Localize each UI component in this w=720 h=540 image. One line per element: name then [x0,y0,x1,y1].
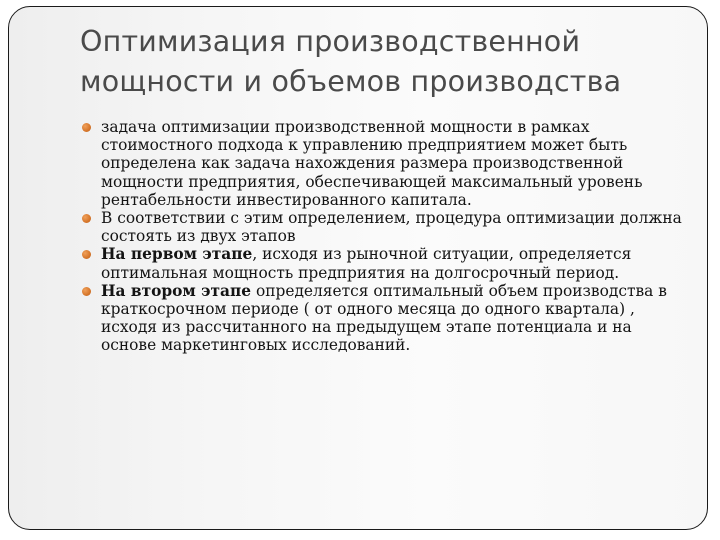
bullet-bold-lead: На первом этапе [101,245,253,264]
bullet-bold-lead: На втором этапе [101,281,252,300]
bullet-list [82,118,682,355]
bullet-item-second-stage [82,282,682,355]
bullet-text: , исходя из рыночной ситуации, определяется оптимальная мощность предприятия на долгосрочный период. [101,245,632,282]
bullet-dot-icon [82,123,91,132]
bullet-item-procedure [82,209,682,245]
bullet-item-first-stage [82,245,682,281]
bullet-dot-icon [82,214,91,223]
bullet-dot-icon [82,250,91,259]
title-line-1: Оптимизация производственной [80,25,581,58]
bullet-text: задача оптимизации производственной мощности в рамках стоимостного подхода к управлению предприятием может быть определена как задача нахождения размера производственной мощности предприятия, обеспечивающей максимальный уровень рентабельности инвестированного капитала. [101,118,643,209]
title-line-2: мощности и объемов производства [80,65,622,98]
bullet-item-task [82,118,682,209]
bullet-text: В соответствии с этим определением, процедура оптимизации должна состоять из двух этапов [101,209,682,246]
bullet-dot-icon [82,287,91,296]
slide-title [80,22,680,102]
bullet-text: определяется оптимальный объем производства в краткосрочном периоде ( от одного месяца до одного квартала) , исходя из рассчитанного на предыдущем этапе потенциала и на основе маркетинговых исследований. [101,281,667,355]
